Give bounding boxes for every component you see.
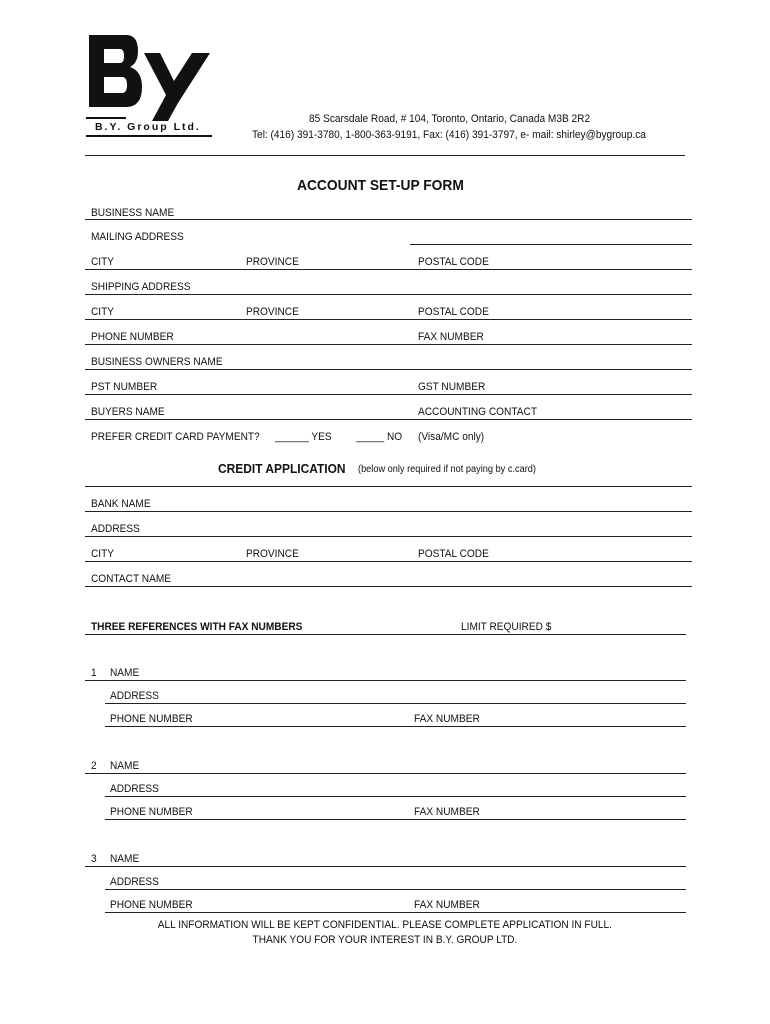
reference-3-phone-label: PHONE NUMBER <box>110 899 193 911</box>
credit-card-yes-option[interactable]: ______ YES <box>275 431 332 443</box>
header-divider <box>85 155 685 156</box>
reference-3-address-label: ADDRESS <box>110 876 159 888</box>
bank-city-row-field[interactable] <box>85 561 692 562</box>
shipping-address-label: SHIPPING ADDRESS <box>91 281 191 293</box>
business-name-label: BUSINESS NAME <box>91 207 175 219</box>
reference-3-address-field[interactable] <box>105 889 686 890</box>
contact-name-field[interactable] <box>85 586 692 587</box>
shipping-province-label: PROVINCE <box>246 306 299 318</box>
reference-1-phone-field[interactable] <box>105 726 686 727</box>
company-address: 85 Scarsdale Road, # 104, Toronto, Ontario, Canada M3B 2R2 <box>309 113 591 125</box>
buyers-row-field[interactable] <box>85 419 692 420</box>
mailing-address-field[interactable] <box>410 244 692 245</box>
reference-1-address-field[interactable] <box>105 703 686 704</box>
reference-3-name-field[interactable] <box>85 866 686 867</box>
reference-2-number: 2 <box>91 760 97 772</box>
bank-address-label: ADDRESS <box>91 523 140 535</box>
reference-2-phone-field[interactable] <box>105 819 686 820</box>
prefer-credit-card-label: PREFER CREDIT CARD PAYMENT? <box>91 431 260 443</box>
reference-1-phone-label: PHONE NUMBER <box>110 713 193 725</box>
reference-2-address-label: ADDRESS <box>110 783 159 795</box>
footer-thank-you: THANK YOU FOR YOUR INTEREST IN B.Y. GROUP LTD. <box>252 934 518 946</box>
bank-name-field[interactable] <box>85 511 692 512</box>
credit-heading-divider <box>85 486 692 487</box>
bank-province-label: PROVINCE <box>246 548 299 560</box>
reference-3-phone-field[interactable] <box>105 912 686 913</box>
reference-1-fax-label: FAX NUMBER <box>414 713 480 725</box>
buyers-name-label: BUYERS NAME <box>91 406 165 418</box>
business-owners-name-field[interactable] <box>85 369 692 370</box>
shipping-postal-code-label: POSTAL CODE <box>418 306 489 318</box>
province-label: PROVINCE <box>246 256 299 268</box>
pst-number-label: PST NUMBER <box>91 381 158 393</box>
mailing-address-label: MAILING ADDRESS <box>91 231 184 243</box>
limit-required-field[interactable] <box>85 634 686 635</box>
phone-row-field[interactable] <box>85 344 692 345</box>
bank-postal-code-label: POSTAL CODE <box>418 548 489 560</box>
business-owners-name-label: BUSINESS OWNERS NAME <box>91 356 223 368</box>
bank-name-label: BANK NAME <box>91 498 151 510</box>
reference-2-name-field[interactable] <box>85 773 686 774</box>
reference-1-address-label: ADDRESS <box>110 690 159 702</box>
fax-number-label: FAX NUMBER <box>418 331 484 343</box>
bank-city-label: CITY <box>91 548 115 560</box>
reference-3-name-label: NAME <box>110 853 140 865</box>
visa-mc-note: (Visa/MC only) <box>418 431 485 443</box>
company-contact: Tel: (416) 391-3780, 1-800-363-9191, Fax: (416) 391-3797, e- mail: shirley@bygroup.ca <box>252 129 646 141</box>
shipping-city-label: CITY <box>91 306 115 318</box>
credit-application-heading: CREDIT APPLICATION <box>218 461 346 476</box>
accounting-contact-label: ACCOUNTING CONTACT <box>418 406 538 418</box>
bank-address-field[interactable] <box>85 536 692 537</box>
city-label: CITY <box>91 256 115 268</box>
footer <box>0 918 770 948</box>
gst-number-label: GST NUMBER <box>418 381 486 393</box>
logo-wordmark: B.Y. Group Ltd. <box>95 121 201 133</box>
credit-application-note: (below only required if not paying by c.card) <box>358 464 536 475</box>
reference-1-name-label: NAME <box>110 667 140 679</box>
shipping-city-row-field[interactable] <box>85 319 692 320</box>
limit-required-label: LIMIT REQUIRED $ <box>461 621 552 633</box>
footer-confidential: ALL INFORMATION WILL BE KEPT CONFIDENTIAL. PLEASE COMPLETE APPLICATION IN FULL. <box>157 919 613 931</box>
reference-3-fax-label: FAX NUMBER <box>414 899 480 911</box>
business-name-field[interactable] <box>85 219 692 220</box>
reference-1-number: 1 <box>91 667 97 679</box>
form-title: ACCOUNT SET-UP FORM <box>297 177 464 194</box>
reference-2-phone-label: PHONE NUMBER <box>110 806 193 818</box>
contact-name-label: CONTACT NAME <box>91 573 172 585</box>
phone-number-label: PHONE NUMBER <box>91 331 174 343</box>
references-heading: THREE REFERENCES WITH FAX NUMBERS <box>91 621 303 633</box>
shipping-address-field[interactable] <box>85 294 692 295</box>
tax-row-field[interactable] <box>85 394 692 395</box>
reference-3-number: 3 <box>91 853 97 865</box>
reference-2-address-field[interactable] <box>105 796 686 797</box>
reference-2-name-label: NAME <box>110 760 140 772</box>
city-row-field[interactable] <box>85 269 692 270</box>
reference-2-fax-label: FAX NUMBER <box>414 806 480 818</box>
postal-code-label: POSTAL CODE <box>418 256 489 268</box>
reference-1-name-field[interactable] <box>85 680 686 681</box>
credit-card-no-option[interactable]: _____ NO <box>356 431 403 443</box>
